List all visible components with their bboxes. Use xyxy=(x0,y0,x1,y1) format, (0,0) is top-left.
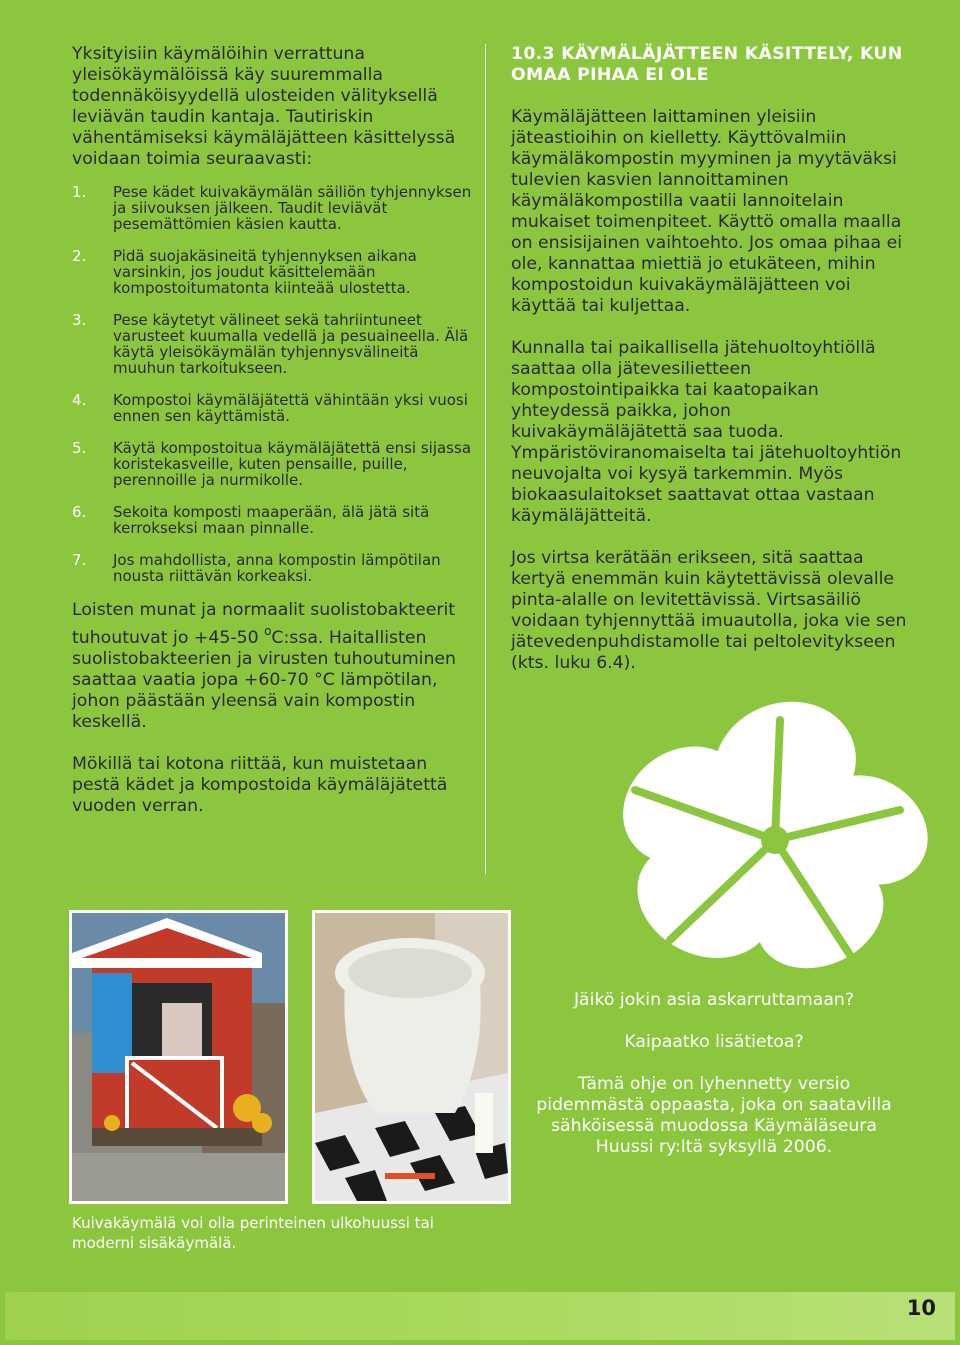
right-paragraph-1: Käymäläjätteen laittaminen yleisiin jäteastioihin on kielletty. Käyttövalmiin käymäläkompostin myyminen ja myytäväksi tulevien kasvien lannoittaminen käymäläkompostilla vaatii lannoitelain mukaiset toimenpiteet. Käyttö omalla maalla on ensisijainen vaihtoehto. Jos omaa pihaa ei ole, kannattaa miettiä jo etukäteen, mihin kompostoidun kuivakäymäläjätteen voi käyttää tai kuljettaa. xyxy=(511,107,903,316)
photo-caption: Kuivakäymälä voi olla perinteinen ulkohuussi tai moderni sisäkäymälä. xyxy=(72,1214,434,1252)
right-paragraph-2: Kunnalla tai paikallisella jätehuoltoyhtiöllä saattaa olla jätevesilietteen kompostointipaikka tai kaatopaikan yhteydessä paikka, johon kuivakäymäläjätettä saa tuoda. Ympäristöviranomaiselta tai jätehuoltoyhtiön neuvojalta voi kysyä tarkemmin. Myös biokaasulaitokset saattavat ottaa vastaan käymäläjätteitä. xyxy=(511,338,902,526)
list-text: Kompostoi käymäläjätettä vähintään yksi vuosi ennen sen käyttämistä. xyxy=(113,391,468,425)
question-2: Kaipaatko lisätietoa? xyxy=(624,1032,804,1052)
question-1: Jäikö jokin asia askarruttamaan? xyxy=(573,990,855,1010)
outhouse-photo xyxy=(69,910,288,1204)
intro-paragraph: Yksityisiin käymälöihin verrattuna yleisökäymälöissä käy suuremmalla todennäköisyydellä ulosteiden välityksellä leviävän taudin kantaja. Tautiriskin vähentämiseksi käymäläjätteen käsittelyssä voidaan toimia seuraavasti: xyxy=(72,44,456,169)
list-text: Jos mahdollista, anna kompostin lämpötilan nousta riittävän korkeaksi. xyxy=(113,551,441,585)
temperature-text-b: C:ssa. Haitallisten suolistobakteerien ja virusten tuhoutuminen saattaa vaatia jopa +60-70 °C lämpötilan, johon päästään yleensä vain kompostin keskellä. xyxy=(72,628,457,732)
list-number: 5. xyxy=(72,439,87,457)
list-item xyxy=(72,552,472,584)
right-paragraph-3: Jos virtsa kerätään erikseen, sitä saattaa kertyä enemmän kuin käytettävissä olevalle pinta-alalle on levitettävissä. Virtsasäiliö voidaan tyhjennyttää imuautolla, joka vie sen jätevedenpuhdistamolle tai peltolevitykseen (kts. luku 6.4). xyxy=(511,548,907,673)
left-column xyxy=(72,44,472,817)
footer-band xyxy=(5,1292,955,1340)
hygiene-list xyxy=(72,184,472,584)
list-item xyxy=(72,504,472,536)
list-item xyxy=(72,184,472,232)
flower-icon xyxy=(610,690,940,970)
section-heading: 10.3 KÄYMÄLÄJÄTTEEN KÄSITTELY, KUN OMAA PIHAA EI OLE xyxy=(511,44,903,85)
list-text: Sekoita komposti maaperään, älä jätä sitä kerrokseksi maan pinnalle. xyxy=(113,503,430,537)
page-number: 10 xyxy=(906,1296,936,1320)
list-item xyxy=(72,248,472,296)
info-block xyxy=(524,990,904,1179)
list-text: Käytä kompostoitua käymäläjätettä ensi sijassa koristekasveille, kuten pensaille, puille, perennoille ja nurmikolle. xyxy=(113,439,472,489)
degree-mark: o xyxy=(264,624,272,638)
list-number: 7. xyxy=(72,551,87,569)
temperature-text-a: Loisten munat ja normaalit suolistobakteerit tuhoutuvat jo +45-50 xyxy=(72,600,456,648)
list-text: Pidä suojakäsineitä tyhjennyksen aikana varsinkin, jos joudut käsittelemään kompostoitumatonta kiinteää ulostetta. xyxy=(113,247,417,297)
temperature-paragraph xyxy=(72,600,472,733)
list-number: 2. xyxy=(72,247,87,265)
outhouse-image xyxy=(72,913,285,1201)
column-divider xyxy=(485,44,486,874)
indoor-toilet-photo xyxy=(312,910,511,1204)
info-note: Tämä ohje on lyhennetty versio pidemmästä oppaasta, joka on saatavilla sähköisessä muodossa Käymäläseura Huussi ry:ltä syksyllä 2006. xyxy=(536,1074,892,1157)
list-item xyxy=(72,440,472,488)
summary-paragraph: Mökillä tai kotona riittää, kun muistetaan pestä kädet ja kompostoida käymäläjätettä vuoden verran. xyxy=(72,754,448,816)
list-text: Pese käytetyt välineet sekä tahriintuneet varusteet kuumalla vedellä ja pesuaineella. Älä käytä yleisökäymälän tyhjennysvälineitä muuhun tarkoitukseen. xyxy=(113,311,469,377)
list-item xyxy=(72,312,472,376)
toilet-image xyxy=(315,913,508,1201)
list-number: 3. xyxy=(72,311,87,329)
list-number: 4. xyxy=(72,391,87,409)
list-number: 1. xyxy=(72,183,87,201)
list-text: Pese kädet kuivakäymälän säiliön tyhjennyksen ja siivouksen jälkeen. Taudit leviävät pesemättömien käsien kautta. xyxy=(113,183,472,233)
right-column xyxy=(511,44,911,674)
list-item xyxy=(72,392,472,424)
list-number: 6. xyxy=(72,503,87,521)
